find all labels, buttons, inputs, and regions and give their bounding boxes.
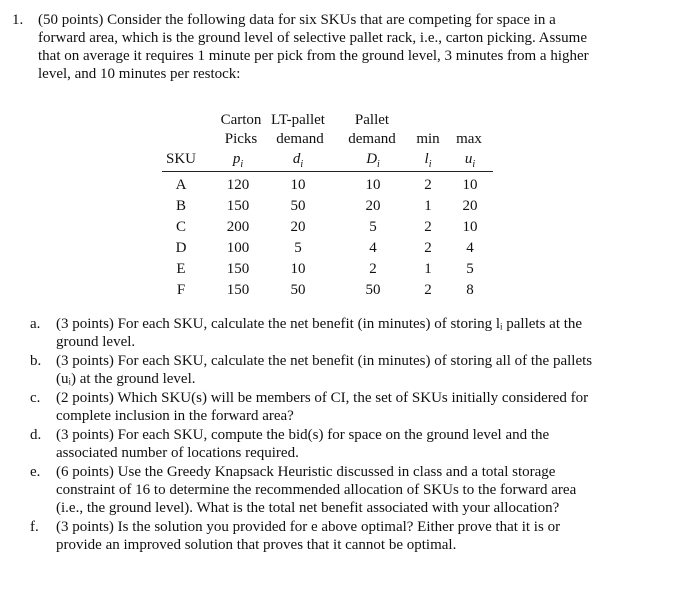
cell-sku: E	[176, 261, 186, 277]
header-carton: Carton	[220, 112, 262, 128]
symbol-l: $l_i$	[424, 151, 432, 170]
cell-max: 4	[466, 240, 474, 256]
cell-min: 2	[424, 177, 432, 193]
cell-pallet-demand: 5	[369, 219, 377, 235]
cell-min: 2	[424, 240, 432, 256]
symbol-p: $p_i$	[232, 151, 244, 170]
cell-lt-demand: 10	[290, 177, 306, 193]
part-letter: f.	[30, 519, 39, 535]
part-line: (2 points) Which SKU(s) will be members of CI, the set of SKUs initially considered for	[56, 390, 589, 406]
part-b	[30, 352, 650, 388]
cell-max: 10	[462, 177, 478, 193]
intro-line: forward area, which is the ground level of selective pallet rack, i.e., carton picking. Assume	[38, 30, 587, 46]
cell-max: 10	[462, 219, 478, 235]
intro-line: that on average it requires 1 minute per pick from the ground level, 3 minutes from a higher	[38, 48, 589, 64]
cell-max: 5	[466, 261, 474, 277]
cell-pallet-demand: 50	[365, 282, 381, 298]
part-line: (i.e., the ground level). What is the total net benefit associated with your allocation?	[56, 500, 560, 516]
header-sku: SKU	[165, 151, 197, 167]
cell-pallet-demand: 20	[365, 198, 381, 214]
cell-sku: C	[175, 219, 187, 235]
cell-max: 8	[466, 282, 474, 298]
part-letter: a.	[30, 316, 41, 332]
part-line: (uᵢ) at the ground level.	[56, 371, 196, 387]
cell-picks: 150	[226, 261, 250, 277]
part-line: constraint of 16 to determine the recommended allocation of SKUs to the forward area	[56, 482, 577, 498]
cell-pallet-demand: 10	[365, 177, 381, 193]
cell-max: 20	[462, 198, 478, 214]
cell-lt-demand: 50	[290, 198, 306, 214]
part-line: (3 points) For each SKU, compute the bid(s) for space on the ground level and the	[56, 427, 550, 443]
cell-lt-demand: 5	[294, 240, 302, 256]
part-e	[30, 463, 650, 517]
header-lt-demand: demand	[276, 131, 324, 147]
cell-lt-demand: 20	[290, 219, 306, 235]
cell-sku: F	[176, 282, 186, 298]
header-pallet-demand: demand	[348, 131, 396, 147]
part-a	[30, 315, 650, 351]
cell-picks: 100	[226, 240, 250, 256]
part-c	[30, 389, 650, 425]
part-line: associated number of locations required.	[56, 445, 299, 461]
part-line: (3 points) For each SKU, calculate the net benefit (in minutes) of storing all of the pallets	[56, 353, 593, 369]
question-parts	[30, 315, 650, 555]
header-picks: Picks	[224, 131, 258, 147]
header-lt-pallet: LT-pallet	[271, 112, 325, 128]
header-min: min	[416, 131, 440, 147]
part-line: (3 points) Is the solution you provided for e above optimal? Either prove that it is or	[56, 519, 561, 535]
part-letter: c.	[30, 390, 41, 406]
part-line: ground level.	[56, 334, 136, 350]
header-max: max	[456, 131, 482, 147]
cell-sku: A	[175, 177, 187, 193]
part-letter: d.	[30, 427, 42, 443]
cell-picks: 150	[226, 282, 250, 298]
cell-min: 1	[424, 261, 432, 277]
part-letter: b.	[30, 353, 42, 369]
cell-pallet-demand: 4	[369, 240, 377, 256]
cell-min: 2	[424, 282, 432, 298]
cell-picks: 150	[226, 198, 250, 214]
cell-min: 2	[424, 219, 432, 235]
symbol-u: $u_i$	[464, 151, 476, 170]
header-pallet: Pallet	[354, 112, 390, 128]
question-intro	[38, 11, 648, 83]
cell-lt-demand: 50	[290, 282, 306, 298]
part-f	[30, 518, 650, 554]
cell-sku: D	[175, 240, 187, 256]
cell-picks: 200	[226, 219, 250, 235]
intro-line: level, and 10 minutes per restock:	[38, 66, 241, 82]
cell-sku: B	[175, 198, 187, 214]
symbol-d: $d_i$	[292, 151, 304, 170]
intro-line: (50 points) Consider the following data for six SKUs that are competing for space in a	[38, 12, 556, 28]
cell-min: 1	[424, 198, 432, 214]
symbol-D: $D_i$	[366, 151, 380, 170]
cell-pallet-demand: 2	[369, 261, 377, 277]
header-underline	[162, 171, 493, 172]
part-line: (3 points) For each SKU, calculate the net benefit (in minutes) of storing lᵢ pallets at the	[56, 316, 583, 332]
part-letter: e.	[30, 464, 41, 480]
part-line: (6 points) Use the Greedy Knapsack Heuristic discussed in class and a total storage	[56, 464, 556, 480]
question-number: 1.	[12, 12, 24, 28]
part-line: complete inclusion in the forward area?	[56, 408, 294, 424]
part-d	[30, 426, 650, 462]
cell-lt-demand: 10	[290, 261, 306, 277]
part-line: provide an improved solution that proves that it cannot be optimal.	[56, 537, 457, 553]
cell-picks: 120	[226, 177, 250, 193]
